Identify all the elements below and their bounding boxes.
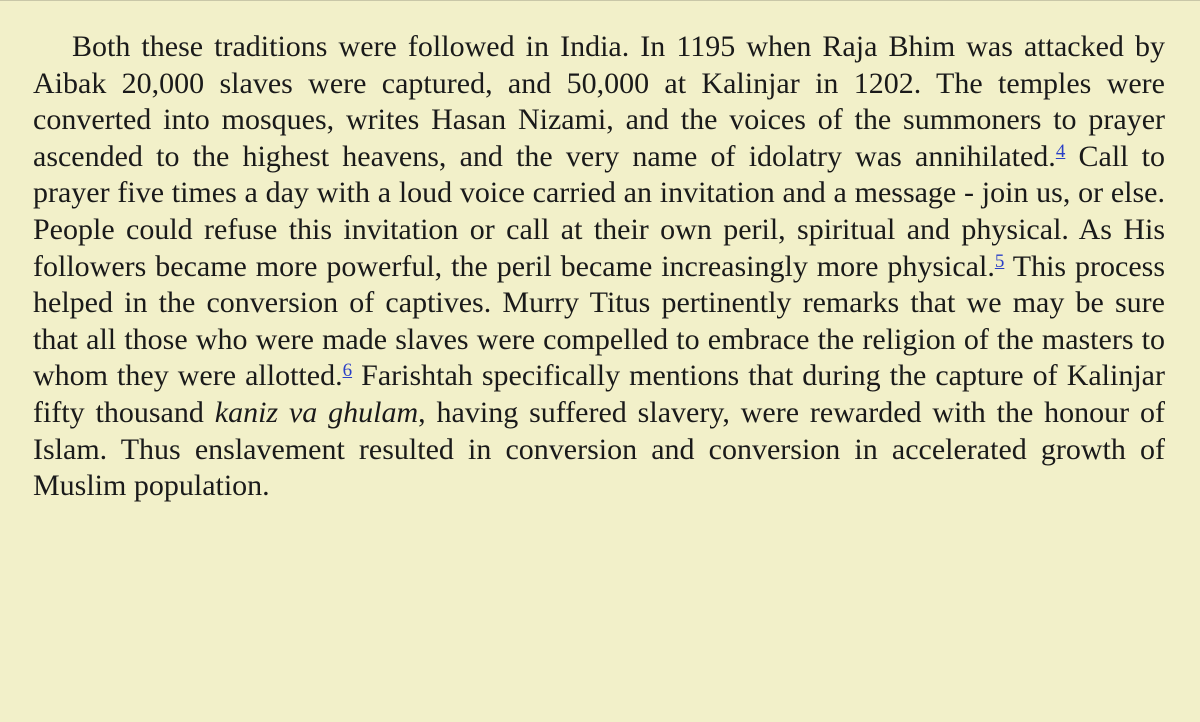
paragraph-text-4: Farishtah specifically mentions that during the capture of Kalinjar fifty thousand (33, 359, 1165, 429)
paragraph-text-1: Both these traditions were followed in India. In 1195 when Raja Bhim was attacked by Aibak 20,000 slaves were captured, and 50,000 at Kalinjar in 1202. The temples were converted into mosques, writes Hasan Nizami, and the voices of the summoners to prayer ascended to the highest heavens, and the very name of idolatry was annihilated. (33, 30, 1165, 173)
paragraph (33, 29, 1165, 505)
paragraph-text-2: Call to prayer five times a day with a loud voice carried an invitation and a message - join us, or else. People could refuse this invitation or call at their own peril, spiritual and physical. As His followers became more powerful, the peril became increasingly more physical. (33, 139, 1165, 283)
footnote-link-6[interactable]: 6 (342, 360, 353, 382)
body-text (33, 29, 1165, 505)
footnote-link-4[interactable]: 4 (1055, 140, 1066, 162)
footnote-link-5[interactable]: 5 (994, 250, 1005, 272)
paragraph-text-5: , having suffered slavery, were rewarded with the honour of Islam. Thus enslavement resulted in conversion and conversion in accelerated growth of Muslim population. (33, 395, 1165, 503)
italic-term: kaniz va ghulam (214, 395, 419, 429)
paragraph-text-3: This process helped in the conversion of captives. Murry Titus pertinently remarks that we may be sure that all those who were made slaves were compelled to embrace the religion of the masters to whom they were allotted. (33, 249, 1166, 393)
